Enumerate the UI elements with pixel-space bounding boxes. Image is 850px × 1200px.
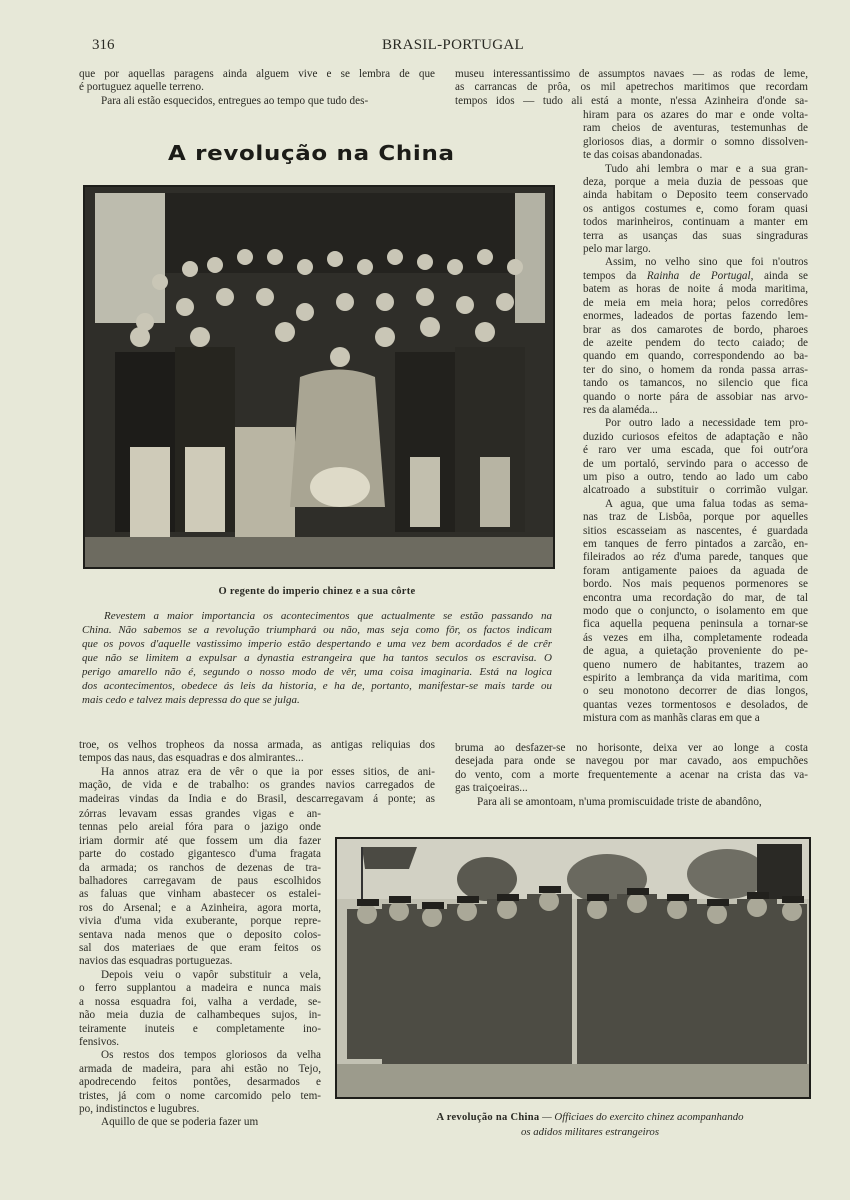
- right-column-top: [455, 68, 808, 108]
- text-line: mais cedo e talvez mais depressa do que se julga.: [82, 694, 300, 706]
- text-line: bruma ao desfazer-se no horisonte, deixa ver ao longe a costa: [455, 742, 808, 754]
- text-line: Revestem a maior importancia os acontecimentos que actualmente se estão passando na: [104, 610, 552, 622]
- text-line: de azeite pendem do tecto caiado; de: [583, 336, 808, 349]
- intro-paragraph: [82, 609, 552, 707]
- caption-italic-part: os adidos militares estrangeiros: [520, 1126, 660, 1138]
- text-line: em tanques de ferro pintados a zarcão, en-: [583, 538, 808, 550]
- text-line: o ferro supplantou a madeira e nunca mais: [79, 982, 321, 995]
- text-line: o seu monotono decorrer de dias longos,: [583, 685, 808, 698]
- text-line: tempos das naus, das esquadras e dos almirantes...: [79, 752, 304, 765]
- text-line: po, indistinctos e lugubres.: [79, 1102, 200, 1115]
- text-line: res da alaméda...: [583, 403, 658, 416]
- text-line: teiramente inuteis e completamente ino-: [79, 1022, 321, 1035]
- caption-bold-part: A revolução na China: [436, 1112, 540, 1123]
- text-line: mação, de vida e de trabalho: os grandes navios carregados de: [79, 779, 435, 792]
- text-line: Por outro lado a necessidade tem pro-: [605, 417, 808, 430]
- text-line: um piso a outro, tendo ao lado um cabo: [583, 470, 808, 483]
- text-line: de agua, a quietação proveniente do pe-: [583, 645, 808, 658]
- text-line: brar as dos camarotes de bordo, pharoes: [583, 323, 808, 336]
- text-line: ram cheios de aventuras, testemunhas de: [583, 122, 808, 135]
- text-line: madeiras vindas da India e do Brasil, descarregavam á ponte; as: [79, 792, 435, 805]
- top-left-text: [79, 68, 435, 108]
- text-line: do vento, com a morte frequentemente a acenar na crista das va-: [455, 768, 808, 781]
- running-title: BRASIL-PORTUGAL: [382, 37, 524, 53]
- text-line: ás vezes em ilha, completamente rodeada: [583, 631, 808, 644]
- text-line: ter do sino, o homem da ronda passa arras-: [583, 363, 808, 376]
- text-line: é portuguez aquelle terreno.: [79, 81, 204, 94]
- text-line: Para ali estão esquecidos, entregues ao tempo que tudo des-: [101, 94, 369, 107]
- text-line: encontra uma recordação do mar, de tal: [583, 591, 808, 604]
- text-line: ros do Arsenal; e a Azinheira, agora morta,: [79, 901, 321, 914]
- text-line: que os povos d'aquelle vastissimo imperio estão despertando e uma vez bem acordados é de crêr: [82, 638, 552, 650]
- text-line: perigo amarello não é, segundo o nosso modo de vêr, uma coisa imaginaria. Está na logica: [82, 666, 552, 678]
- left-column-top: [79, 739, 435, 806]
- text-line: de um portaló, servindo para o accesso de: [583, 457, 808, 470]
- right-column-bottom: [455, 742, 808, 809]
- text-line: que não se limitem a expulsar a dynastia estrangeira que ha tantos seculos os escravisa. O: [82, 652, 552, 664]
- text-line: parte do costado gigantesco d'uma fragata: [79, 848, 321, 861]
- text-line: mistura com as manhãs claras em que a: [583, 712, 760, 725]
- text-line: hiram para os azares do mar e onde volta-: [583, 109, 808, 121]
- text-line: as carrancas de prôa, os mil apetrechos maritimos que recordam: [455, 81, 808, 94]
- photo-regent-court-caption: O regente do imperio chinez e a sua côrte: [218, 586, 416, 597]
- text-line: fica aquella pequena peninsula a tornar-se: [583, 618, 808, 631]
- photo-regent-court: [83, 185, 555, 569]
- text-line: foram antigamente paioes da aguada de: [583, 564, 808, 577]
- text-line: quando o norte pára de assobiar nas arvo-: [583, 390, 808, 403]
- left-column-narrow: [79, 808, 321, 1130]
- text-line: iriam dormir até que fossem um dia fazer: [79, 834, 321, 847]
- text-line: deza, porque a meia duzia de pessoas que: [583, 176, 808, 189]
- text-line: fensivos.: [79, 1035, 120, 1048]
- text-line: gloriosos dias, a dormir o somno dissolven-: [583, 135, 808, 148]
- text-line: espirito a lembrança da vida maritima, com: [583, 672, 808, 685]
- text-line: desejada para onde se navegou por mar cavado, aos empuchões: [455, 755, 808, 768]
- text-line: alcatroado a substituir o corrimão vulgar.: [583, 484, 808, 497]
- text-line: pelo mar largo.: [583, 243, 651, 256]
- text-line: tempos da Rainha de Portugal, ainda se: [583, 269, 808, 282]
- text-line: nas traz de Lisbôa, porque por aquelles: [583, 511, 808, 524]
- text-line: dos acontecimentos, obedece ás leis da historia, e ha de, portanto, manifestar-se mais tarde ou: [82, 680, 552, 692]
- photo-chinese-officers-caption: [380, 1110, 800, 1139]
- text-line: vivia d'uma vida exuberante, porque repre-: [79, 915, 321, 928]
- page-number: 316: [92, 37, 115, 53]
- caption-italic-part: Officiaes do exercito chinez acompanhando: [554, 1111, 744, 1123]
- text-line: troe, os velhos tropheos da nossa armada, as antigas reliquias dos: [79, 739, 435, 751]
- right-column-narrow: [583, 109, 808, 726]
- text-line: Depois veiu o vapôr substituir a vela,: [101, 968, 321, 981]
- text-line: Ha annos atraz era de vêr o que ia por esses sitios, de ani-: [101, 765, 435, 778]
- text-line: sal dos materiaes de que eram feitos os: [79, 942, 321, 955]
- text-line: zórras levavam essas grandes vigas e an-: [79, 808, 321, 820]
- photo-regent-court-image: [85, 187, 553, 567]
- photo-chinese-officers-image: [337, 839, 809, 1097]
- text-line: terra as usanças das suas singraduras: [583, 229, 808, 242]
- text-line: Tudo ahi lembra o mar e a sua gran-: [605, 162, 808, 175]
- text-line: modo que o conjuncto, o isolamento em que: [583, 605, 808, 618]
- text-line: China. Não sabemos se a revolução triumphará ou não, mas seja como fôr, os factos indicam: [82, 624, 552, 636]
- text-line: Assim, no velho sino que foi n'outros: [605, 256, 808, 269]
- text-line: de meia em meia hora; pelos corredôres: [583, 296, 808, 309]
- text-line: os antigos costumes e, como foram quasi: [583, 202, 808, 215]
- text-line: que por aquellas paragens ainda alguem vive e se lembra de que: [79, 68, 435, 80]
- text-line: batem as horas de noite á moda maritima,: [583, 283, 808, 296]
- text-line: sitios escasseiam as nascentes, é guardada: [583, 524, 808, 537]
- text-line: gas traiçoeiras...: [455, 782, 528, 795]
- text-line: da armada; os ranchos de dezenas de tra-: [79, 861, 321, 874]
- text-line: balhadores carregavam de paus escolhidos: [79, 875, 321, 888]
- text-line: tempos idos — tudo ali está a monte, n'essa Azinheira d'onde sa-: [455, 94, 808, 107]
- text-line: tristes, já com o nome carcomido pelo tem-: [79, 1089, 321, 1102]
- caption-dash: —: [539, 1111, 555, 1123]
- text-line: navios das esquadras portuguezas.: [79, 955, 233, 968]
- text-line: ainda habitam o Deposito teem conservado: [583, 189, 808, 202]
- text-line: armada de madeira, para ahi estão no Tejo,: [79, 1062, 321, 1075]
- text-line: quantas vezes tormentosos e desolados, de: [583, 698, 808, 711]
- text-line: a nossa esquadra foi, valha a verdade, se-: [79, 995, 321, 1008]
- photo-chinese-officers: [335, 837, 811, 1099]
- text-line: queno numero de habitantes, trazem ao: [583, 658, 808, 671]
- text-line: Aquillo de que se poderia fazer um: [101, 1116, 259, 1129]
- text-line: apodrecendo feitos pontões, desarmados e: [79, 1076, 321, 1089]
- text-line: quando em quando, correspondendo ao ba-: [583, 350, 808, 363]
- text-line: as faluas que vinham abastecer os estalei-: [79, 888, 321, 901]
- text-line: todos marinheiros, continuam a manter em: [583, 216, 808, 229]
- text-line: duzido curiosos efeitos de adaptação e não: [583, 430, 808, 443]
- text-line: Para ali se amontoam, n'uma promiscuidade triste de abandôno,: [477, 795, 762, 808]
- text-line: fileirados ao réz d'uma parede, tanques que: [583, 551, 808, 564]
- text-line: é raro ver uma escada, que foi outr'ora: [583, 444, 808, 457]
- text-line: sentava nada menos que o deposito colos-: [79, 928, 321, 941]
- text-line: tennas pelo areial fóra para o jazigo onde: [79, 821, 321, 834]
- text-line: A agua, que uma falua todas as sema-: [605, 497, 808, 510]
- text-line: tando os tamancos, no silencio que fica: [583, 377, 808, 390]
- text-line: Os restos dos tempos gloriosos da velha: [101, 1049, 321, 1062]
- italic-text: Rainha de Portugal: [646, 269, 751, 282]
- text-line: enormes, ladeados de portas fazendo lem-: [583, 310, 808, 323]
- text-line: te das coisas abandonadas.: [583, 149, 703, 162]
- text-line: não meia duzia de calhambeques sujos, in-: [79, 1009, 321, 1022]
- article-title: A revolução na China: [168, 141, 455, 165]
- text-line: museu interessantissimo de assumptos navaes — as rodas de leme,: [455, 68, 808, 80]
- text-line: bordo. Nos mais pequenos pormenores se: [583, 578, 808, 591]
